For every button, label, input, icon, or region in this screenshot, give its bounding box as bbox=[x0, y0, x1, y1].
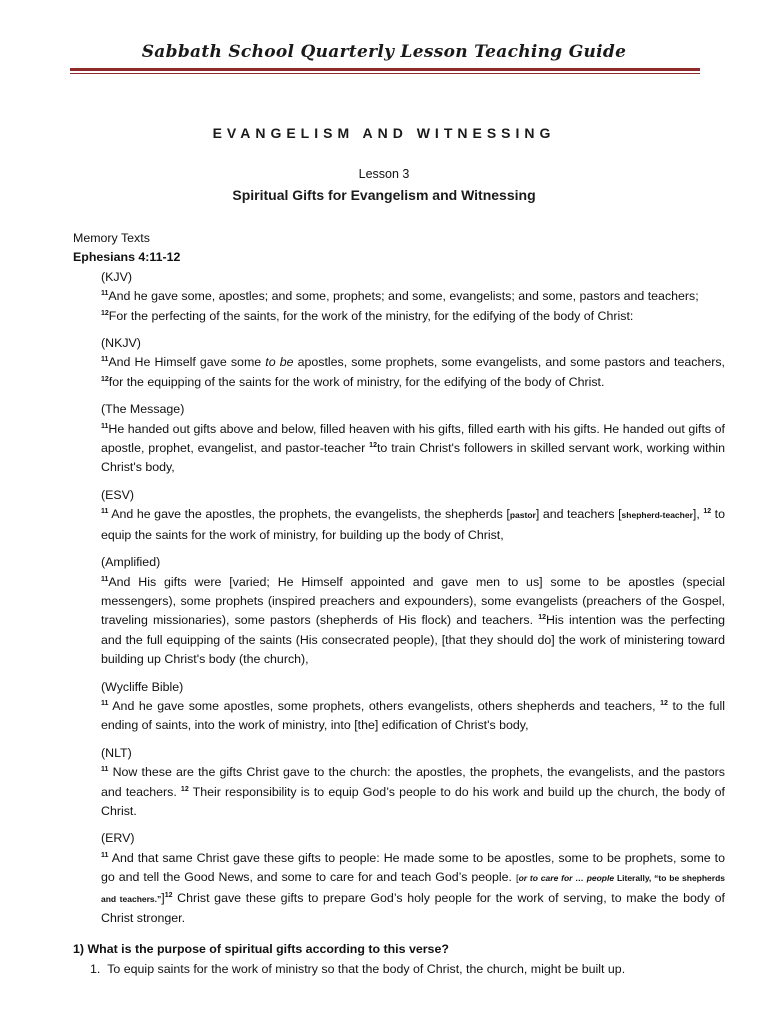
verse-number: 12 bbox=[101, 309, 109, 317]
lesson-number: Lesson 3 bbox=[358, 167, 410, 181]
verse-number: 11 bbox=[101, 851, 109, 859]
verse-number: 11 bbox=[101, 699, 109, 707]
verse-number: 11 bbox=[101, 356, 109, 364]
document-title: EVANGELISM AND WITNESSING bbox=[212, 125, 556, 141]
version-label-kjv: (KJV) bbox=[101, 269, 132, 284]
verse-number: 11 bbox=[101, 422, 109, 430]
version-label-message: (The Message) bbox=[101, 402, 185, 417]
version-label-nkjv: (NKJV) bbox=[101, 336, 141, 351]
verse-number: 12 bbox=[101, 375, 109, 383]
verse-number: 11 bbox=[101, 290, 109, 298]
verse-number: 12 bbox=[538, 614, 546, 622]
verse-number: 12 bbox=[164, 891, 173, 899]
question-1: 1) What is the purpose of spiritual gifts according to this verse? bbox=[73, 942, 449, 957]
verse-number: 11 bbox=[101, 575, 109, 583]
version-label-erv: (ERV) bbox=[101, 831, 135, 846]
answer-1: 1. To equip saints for the work of ministry so that the body of Christ, the church, might be built up. bbox=[90, 961, 626, 976]
verse-text-erv: $^{11}$ And that same Christ gave these gifts to people: He made some to be apostles, some to be prophets, some to go and tell the Good News, and some to care for and teach God’s people. [or to care for … people Literally, “to be shepherds and teachers.”]$^{12}$ Christ gave these gifts to prepare God’s holy people for the work of serving, to make the body of Christ stronger. bbox=[101, 850, 726, 925]
verse-text-nlt: $^{11}$ Now these are the gifts Christ gave to the church: the apostles, the prophets, the evangelists, and the pastors and teachers. $^{12}$ Their responsibility is to equip God’s people to do his work and build up the church, the body of Christ. bbox=[101, 765, 725, 818]
verse-number: 12 bbox=[703, 508, 712, 516]
verse-text-message: $^{11}$He handed out gifts above and below, filled heaven with his gifts, filled earth with his gifts. He handed out gifts of apostle, prophet, evangelist, and pastor-teacher $^{12}$to train Christ's followers in skilled servant work, working within Christ's body, bbox=[101, 421, 725, 475]
version-label-esv: (ESV) bbox=[101, 487, 135, 502]
verse-number: 11 bbox=[101, 508, 109, 516]
verse-number: 12 bbox=[180, 785, 189, 793]
verse-text-esv: $^{11}$ And he gave the apostles, the prophets, the evangelists, the shepherds [pastor] and teachers [shepherd-teacher], $^{12}$ to equip the saints for the work of ministry, for building up the body of Christ, bbox=[101, 507, 726, 542]
verse-text-kjv: $^{11}$And he gave some, apostles; and some, prophets; and some, evangelists; and some, pastors and teachers; $^{12}$For the perfecting of the saints, for the work of the ministry, for the edifying of the body of Christ: bbox=[101, 289, 699, 323]
header-rule-thin bbox=[70, 73, 700, 74]
lesson-subtitle: Spiritual Gifts for Evangelism and Witnessing bbox=[232, 187, 536, 203]
version-label-wycliffe: (Wycliffe Bible) bbox=[101, 679, 184, 694]
versions-list bbox=[73, 268, 725, 929]
memory-texts-label: Memory Texts bbox=[73, 231, 150, 245]
verse-text-amplified: $^{11}$And His gifts were [varied; He Himself appointed and gave men to us] some to be apostles (special messengers), some prophets (inspired preachers and expounders), some evangelists (preachers of the Gospel, traveling missionaries), some pastors (shepherds of His flock) and teachers. $^{12}$His intention was the perfecting and the full equipping of the saints (His consecrated people), [that they should do] the work of ministering toward building up Christ's body (the church), bbox=[101, 574, 726, 667]
version-label-amplified: (Amplified) bbox=[101, 555, 161, 570]
version-label-nlt: (NLT) bbox=[101, 745, 132, 760]
scripture-reference: Ephesians 4:11-12 bbox=[73, 250, 181, 265]
page-header-title: Sabbath School Quarterly Lesson Teaching Guide bbox=[141, 42, 627, 62]
verse-number: 12 bbox=[369, 442, 377, 450]
verse-text-wycliffe: $^{11}$ And he gave some apostles, some prophets, others evangelists, others shepherds and teachers, $^{12}$ to the full ending of saints, into the work of ministry, into [the] edification of Christ's body, bbox=[101, 698, 725, 733]
verse-number: 12 bbox=[660, 699, 668, 707]
document-body bbox=[73, 229, 725, 979]
header-rule-thick bbox=[70, 68, 700, 71]
verse-text-nkjv: $^{11}$And He Himself gave some to be apostles, some prophets, some evangelists, and some pastors and teachers, $^{12}$for the equipping of the saints for the work of ministry, for the edifying of the body of Christ. bbox=[101, 355, 725, 389]
verse-number: 11 bbox=[101, 766, 109, 774]
